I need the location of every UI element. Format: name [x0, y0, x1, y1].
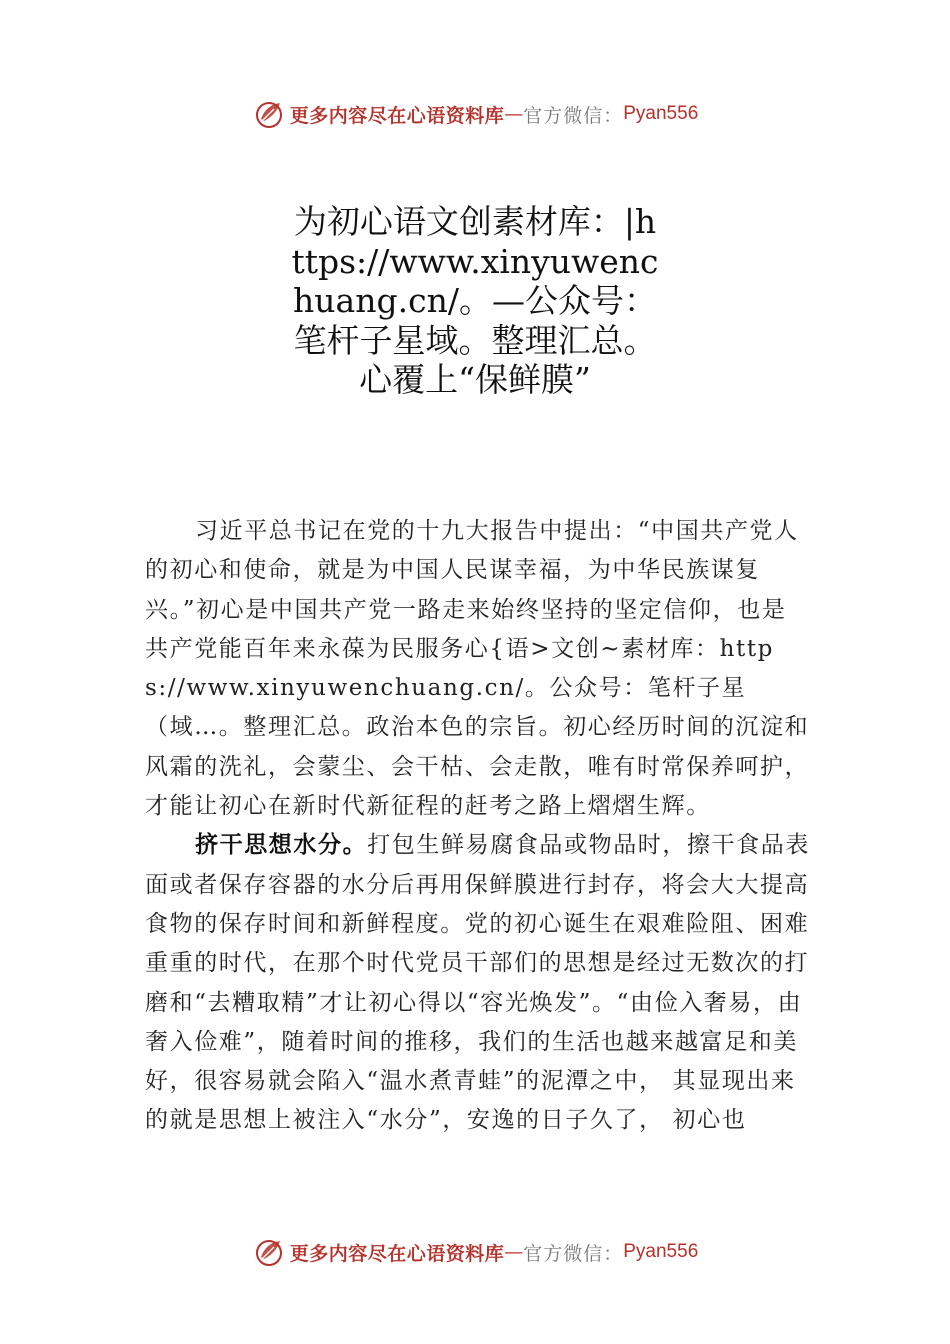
wechat-id: Pyan556: [623, 103, 699, 124]
page-title: 为初心语文创素材库：|https://www.xinyuwenchuang.cn/。—公众号：笔杆子星域。整理汇总。心覆上“保鲜膜”: [291, 202, 659, 399]
wechat-label: 官方微信：: [523, 104, 624, 127]
paragraph-lead: 挤干思想水分。: [195, 832, 368, 859]
brand-text: 更多内容尽在心语资料库: [289, 104, 505, 127]
paragraph-1: 习近平总书记在党的十九大报告中提出：“中国共产党人的初心和使命，就是为中国人民谋幸福，为中华民族谋复兴。”初心是中国共产党一路走来始终坚持的坚定信仰，也是共产党能百年来永葆为民服务心{语>文创~素材库：https://www.xinyuwenchuang.cn/。公众号：笔杆子星（域…。整理汇总。政治本色的宗旨。初心经历时间的沉淀和风霜的洗礼，会蒙尘、会干枯、会走散，唯有时常保养呵护，才能让初心在新时代新征程的赶考之路上熠熠生辉。: [145, 518, 810, 820]
wechat-id: Pyan556: [623, 1241, 699, 1262]
brand-text: 更多内容尽在心语资料库: [289, 1242, 505, 1265]
footer-banner: [0, 1232, 950, 1272]
paragraph-2-text: 打包生鲜易腐食品或物品时，擦干食品表面或者保存容器的水分后再用保鲜膜进行封存，将会大大提高食物的保存时间和新鲜程度。党的初心诞生在艰难险阻、困难重重的时代，在那个时代党员干部们的思想是经过无数次的打磨和“去糟取精”才让初心得以“容光焕发”。“由俭入奢易，由奢入俭难”，随着时间的推移，我们的生活也越来越富足和美好，很容易就会陷入“温水煮青蛙”的泥潭之中， 其显现出来的就是思想上被注入“水分”，安逸的日子久了， 初心也: [145, 832, 811, 1134]
paragraph-2: [145, 826, 810, 1140]
leaf-logo-icon: [252, 1235, 286, 1269]
article-body: [145, 512, 810, 1141]
separator: —: [504, 1241, 524, 1263]
wechat-label: 官方微信：: [523, 1242, 624, 1265]
leaf-logo-icon: [252, 97, 286, 131]
separator: —: [504, 103, 524, 125]
header-banner: [0, 94, 950, 134]
